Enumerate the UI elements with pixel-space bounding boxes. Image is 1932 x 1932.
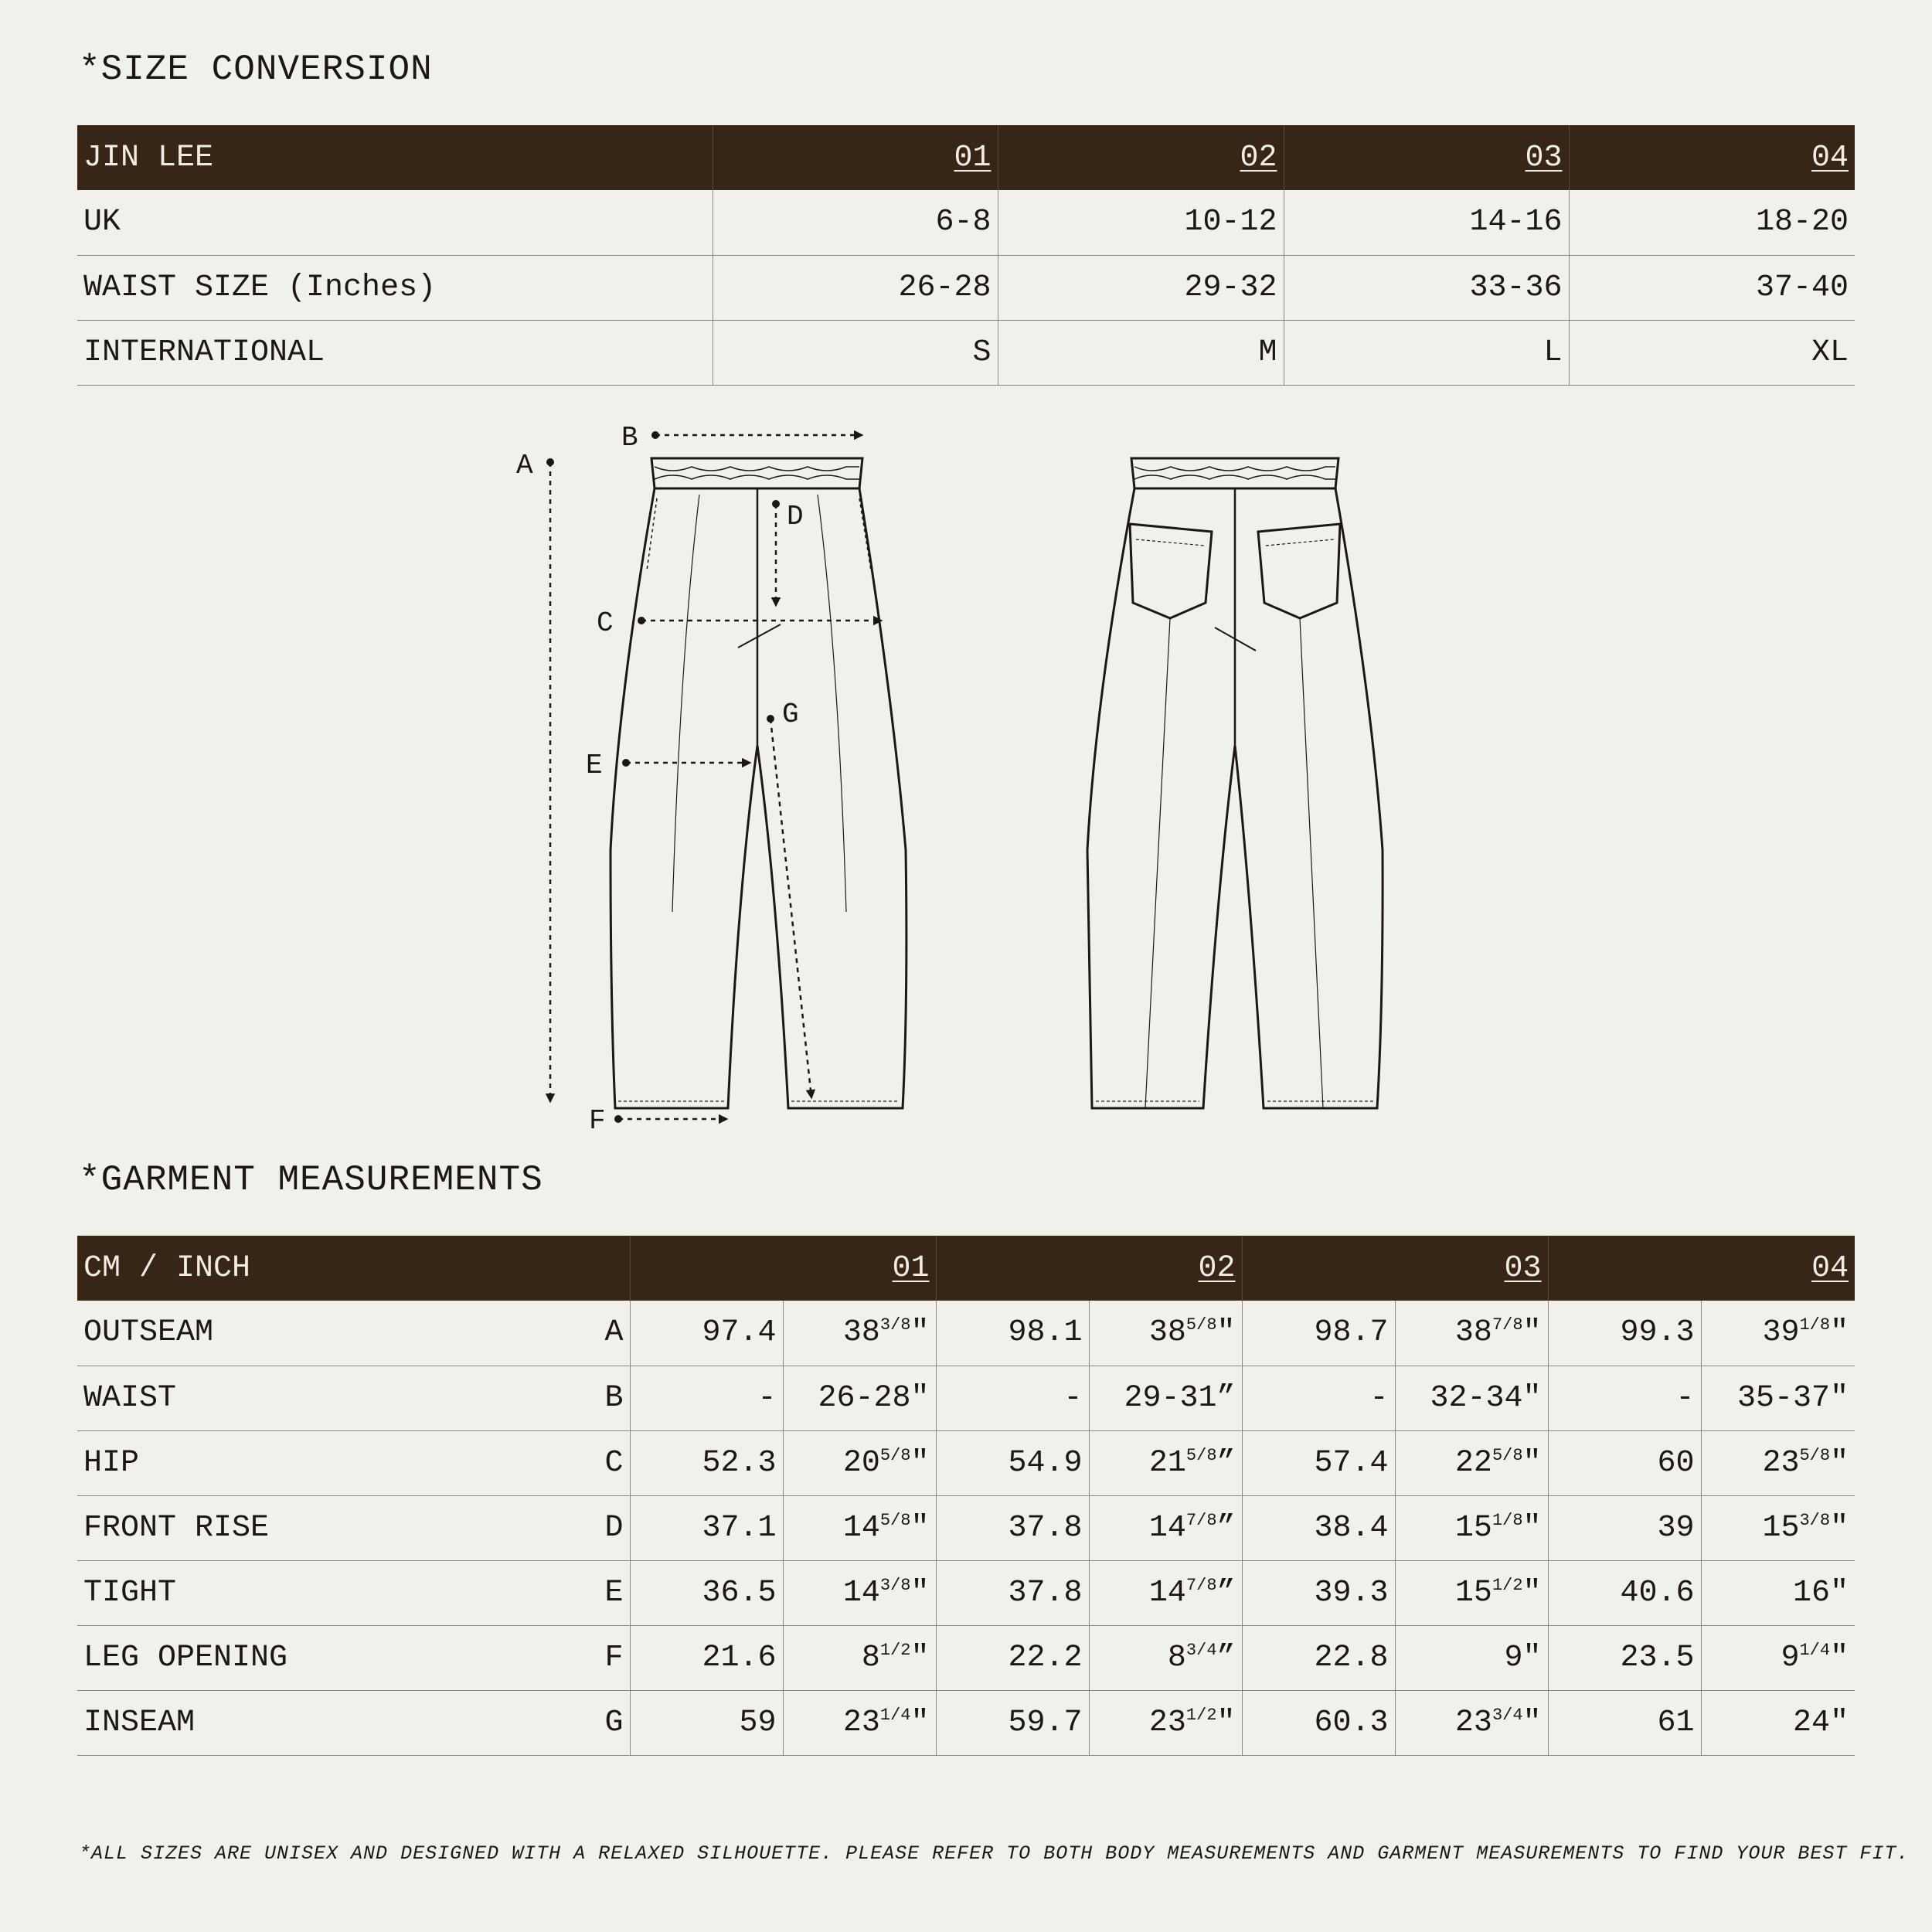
size-conversion-table <box>77 125 1855 386</box>
inch-value: $39^{1/8}$" <box>1701 1301 1855 1366</box>
label-e: E <box>586 750 603 781</box>
row-label: WAIST SIZE (Inches) <box>77 255 713 320</box>
cm-value: 54.9 <box>936 1430 1089 1495</box>
cell: M <box>998 320 1284 385</box>
table-row <box>77 1560 1855 1625</box>
table-row <box>77 1495 1855 1560</box>
inch-value: 35-37" <box>1701 1366 1855 1430</box>
cm-value: - <box>936 1366 1089 1430</box>
row-letter: A <box>553 1301 630 1366</box>
inch-value: $23^{5/8}$" <box>1701 1430 1855 1495</box>
row-label: FRONT RISE <box>77 1495 553 1560</box>
cm-value: 22.8 <box>1242 1625 1395 1690</box>
size-conversion-header <box>77 125 1855 190</box>
garment-measurements-title: *GARMENT MEASUREMENTS <box>79 1160 543 1200</box>
cm-value: 60 <box>1548 1430 1701 1495</box>
row-letter: F <box>553 1625 630 1690</box>
size-col-01[interactable]: 01 <box>630 1236 936 1301</box>
cm-value: 22.2 <box>936 1625 1089 1690</box>
inch-value: 24" <box>1701 1690 1855 1755</box>
row-letter: E <box>553 1560 630 1625</box>
row-letter: B <box>553 1366 630 1430</box>
inch-value: $22^{5/8}$" <box>1395 1430 1548 1495</box>
table-row <box>77 1690 1855 1755</box>
table-row <box>77 320 1855 385</box>
cm-value: 60.3 <box>1242 1690 1395 1755</box>
inch-value: $14^{3/8}$" <box>783 1560 936 1625</box>
label-d: D <box>787 501 804 532</box>
label-c: C <box>597 607 614 639</box>
inch-value: 9" <box>1395 1625 1548 1690</box>
unit-header: CM / INCH <box>83 1250 251 1286</box>
size-col-03[interactable]: 03 <box>1284 125 1569 190</box>
cm-value: 57.4 <box>1242 1430 1395 1495</box>
inch-value: $14^{5/8}$" <box>783 1495 936 1560</box>
cell: 37-40 <box>1569 255 1855 320</box>
cell: 18-20 <box>1569 190 1855 255</box>
size-col-03[interactable]: 03 <box>1242 1236 1548 1301</box>
cm-value: 37.1 <box>630 1495 783 1560</box>
inch-value: $20^{5/8}$" <box>783 1430 936 1495</box>
inch-value: $15^{1/8}$" <box>1395 1495 1548 1560</box>
cm-value: 52.3 <box>630 1430 783 1495</box>
pants-technical-drawing <box>495 425 1406 1136</box>
size-col-02[interactable]: 02 <box>998 125 1284 190</box>
row-label: INTERNATIONAL <box>77 320 713 385</box>
cm-value: 39 <box>1548 1495 1701 1560</box>
cm-value: 99.3 <box>1548 1301 1701 1366</box>
cm-value: 40.6 <box>1548 1560 1701 1625</box>
inch-value: $8^{3/4}$” <box>1089 1625 1242 1690</box>
inch-value: $38^{5/8}$" <box>1089 1301 1242 1366</box>
inch-value: $14^{7/8}$” <box>1089 1495 1242 1560</box>
cm-value: 97.4 <box>630 1301 783 1366</box>
cm-value: 59 <box>630 1690 783 1755</box>
cell: 26-28 <box>713 255 998 320</box>
label-b: B <box>621 425 638 454</box>
size-col-04[interactable]: 04 <box>1569 125 1855 190</box>
inch-value: 29-31” <box>1089 1366 1242 1430</box>
row-label: LEG OPENING <box>77 1625 553 1690</box>
cm-value: 23.5 <box>1548 1625 1701 1690</box>
row-letter: C <box>553 1430 630 1495</box>
garment-measurements-header <box>77 1236 1855 1301</box>
footnote: *ALL SIZES ARE UNISEX AND DESIGNED WITH A RELAXED SILHOUETTE. PLEASE REFER TO BOTH BODY MEASUREMENTS AND GARMENT MEASUREMENTS TO FIND YOUR BEST FIT. <box>79 1842 1910 1865</box>
inch-value: $23^{3/4}$" <box>1395 1690 1548 1755</box>
cm-value: 36.5 <box>630 1560 783 1625</box>
row-label: OUTSEAM <box>77 1301 553 1366</box>
label-a: A <box>516 450 533 481</box>
size-conversion-title: *SIZE CONVERSION <box>79 49 433 90</box>
row-letter: G <box>553 1690 630 1755</box>
table-row <box>77 1366 1855 1430</box>
pants-back-view <box>1087 458 1383 1108</box>
cell: S <box>713 320 998 385</box>
size-col-01[interactable]: 01 <box>713 125 998 190</box>
inch-value: $15^{3/8}$" <box>1701 1495 1855 1560</box>
cell: 33-36 <box>1284 255 1569 320</box>
pants-front-view <box>611 458 906 1108</box>
cell: 14-16 <box>1284 190 1569 255</box>
cm-value: - <box>1242 1366 1395 1430</box>
inch-value: 26-28" <box>783 1366 936 1430</box>
row-label: TIGHT <box>77 1560 553 1625</box>
inch-value: $8^{1/2}$" <box>783 1625 936 1690</box>
row-label: UK <box>77 190 713 255</box>
inch-value: $23^{1/2}$" <box>1089 1690 1242 1755</box>
cm-value: 37.8 <box>936 1495 1089 1560</box>
cm-value: - <box>1548 1366 1701 1430</box>
label-g: G <box>782 699 799 730</box>
inch-value: 32-34" <box>1395 1366 1548 1430</box>
inch-value: $23^{1/4}$" <box>783 1690 936 1755</box>
cm-value: 37.8 <box>936 1560 1089 1625</box>
cell: 10-12 <box>998 190 1284 255</box>
cell: 6-8 <box>713 190 998 255</box>
table-row <box>77 1430 1855 1495</box>
inch-value: $15^{1/2}$" <box>1395 1560 1548 1625</box>
cell: L <box>1284 320 1569 385</box>
inch-value: $38^{3/8}$" <box>783 1301 936 1366</box>
row-label: INSEAM <box>77 1690 553 1755</box>
size-col-04[interactable]: 04 <box>1548 1236 1855 1301</box>
table-row <box>77 190 1855 255</box>
brand-header: JIN LEE <box>83 140 214 175</box>
table-row <box>77 255 1855 320</box>
garment-measurements-table <box>77 1236 1855 1756</box>
cm-value: 38.4 <box>1242 1495 1395 1560</box>
cm-value: 98.1 <box>936 1301 1089 1366</box>
cm-value: 21.6 <box>630 1625 783 1690</box>
inch-value: 16" <box>1701 1560 1855 1625</box>
inch-value: $38^{7/8}$" <box>1395 1301 1548 1366</box>
cm-value: 98.7 <box>1242 1301 1395 1366</box>
cell: XL <box>1569 320 1855 385</box>
table-row <box>77 1625 1855 1690</box>
inch-value: $21^{5/8}$” <box>1089 1430 1242 1495</box>
cm-value: - <box>630 1366 783 1430</box>
cm-value: 59.7 <box>936 1690 1089 1755</box>
cm-value: 61 <box>1548 1690 1701 1755</box>
inch-value: $14^{7/8}$” <box>1089 1560 1242 1625</box>
table-row <box>77 1301 1855 1366</box>
cm-value: 39.3 <box>1242 1560 1395 1625</box>
row-label: WAIST <box>77 1366 553 1430</box>
label-f: F <box>589 1105 606 1136</box>
inch-value: $9^{1/4}$" <box>1701 1625 1855 1690</box>
row-label: HIP <box>77 1430 553 1495</box>
size-col-02[interactable]: 02 <box>936 1236 1242 1301</box>
row-letter: D <box>553 1495 630 1560</box>
cell: 29-32 <box>998 255 1284 320</box>
